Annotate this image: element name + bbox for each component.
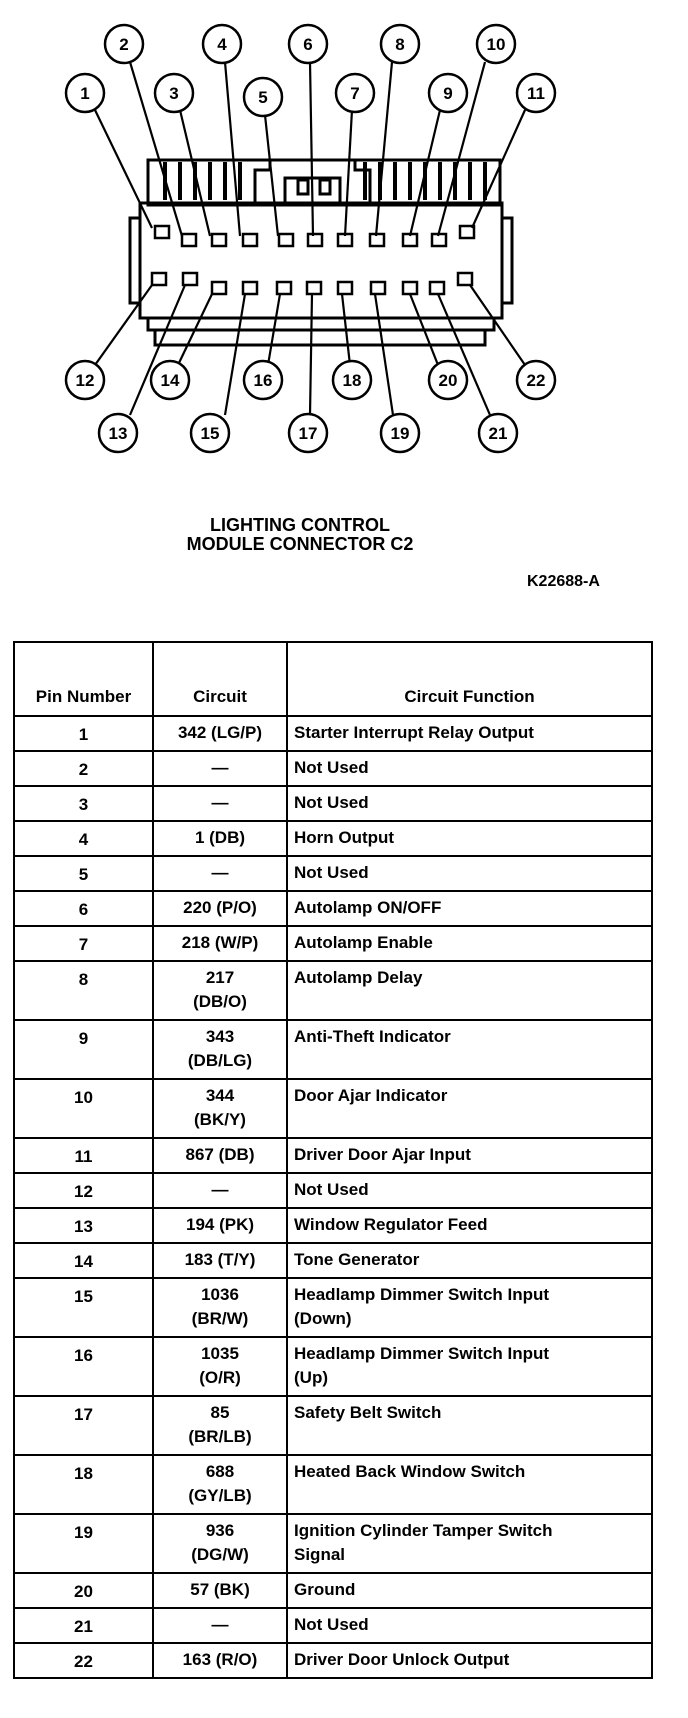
diagram-title-line-1: LIGHTING CONTROL xyxy=(210,515,390,535)
function-line: Headlamp Dimmer Switch Input xyxy=(294,1344,550,1363)
cell-circuit xyxy=(153,1514,287,1573)
function-line: Headlamp Dimmer Switch Input xyxy=(294,1285,550,1304)
pin-callout-4 xyxy=(203,25,241,63)
pin-callout-12 xyxy=(66,361,104,399)
pin-label: 14 xyxy=(160,371,180,390)
pin-callout-1 xyxy=(66,74,104,112)
function-line: Tone Generator xyxy=(294,1250,420,1269)
pin-callout-19 xyxy=(381,414,419,452)
pin-callout-2 xyxy=(105,25,143,63)
cell-circuit xyxy=(153,1455,287,1514)
circuit-line: 688 xyxy=(205,1462,235,1481)
cell-circuit xyxy=(153,891,287,926)
table-row xyxy=(14,786,652,821)
pin-callout-10 xyxy=(477,25,515,63)
cell-pin-number: 3 xyxy=(14,786,153,821)
table-row xyxy=(14,891,652,926)
function-line: Autolamp Enable xyxy=(294,933,433,952)
pin-callout-11 xyxy=(517,74,555,112)
cell-circuit-function xyxy=(287,1208,652,1243)
circuit-line: (BK/Y) xyxy=(194,1110,246,1129)
cell-circuit xyxy=(153,786,287,821)
cell-circuit xyxy=(153,1079,287,1138)
circuit-line: — xyxy=(211,793,229,812)
pin-label: 17 xyxy=(298,424,318,443)
cell-pin-number: 8 xyxy=(14,961,153,1020)
circuit-line: 936 xyxy=(205,1521,235,1540)
circuit-line: 1035 xyxy=(201,1344,239,1363)
cell-pin-number: 9 xyxy=(14,1020,153,1079)
circuit-line: 183 (T/Y) xyxy=(184,1250,256,1269)
pin-callout-20 xyxy=(429,361,467,399)
pin-callout-3 xyxy=(155,74,193,112)
cell-circuit xyxy=(153,1396,287,1455)
cell-circuit xyxy=(153,716,287,751)
cell-circuit xyxy=(153,1173,287,1208)
cell-circuit-function xyxy=(287,1020,652,1079)
table-row xyxy=(14,1278,652,1337)
pin-callout-18 xyxy=(333,361,371,399)
figure-reference: K22688-A xyxy=(527,573,600,590)
header-pin-number: Pin Number xyxy=(14,642,153,716)
pin-label: 5 xyxy=(258,88,268,107)
function-line: Window Regulator Feed xyxy=(294,1215,488,1234)
pin-callout-14 xyxy=(151,361,189,399)
cell-pin-number: 6 xyxy=(14,891,153,926)
circuit-line: (BR/W) xyxy=(191,1309,249,1328)
table-row xyxy=(14,1643,652,1678)
table-row xyxy=(14,1020,652,1079)
cell-circuit-function xyxy=(287,1573,652,1608)
table-row xyxy=(14,1573,652,1608)
pin-callout-15 xyxy=(191,414,229,452)
cell-circuit-function xyxy=(287,891,652,926)
cell-pin-number: 20 xyxy=(14,1573,153,1608)
circuit-line: 217 xyxy=(205,968,235,987)
circuit-line: — xyxy=(211,1180,229,1199)
table-row xyxy=(14,1608,652,1643)
cell-circuit-function xyxy=(287,1173,652,1208)
diagram-title-line-2: MODULE CONNECTOR C2 xyxy=(186,534,414,554)
circuit-line: 343 xyxy=(205,1027,235,1046)
cell-circuit-function xyxy=(287,1138,652,1173)
connector-body xyxy=(130,160,512,345)
cell-pin-number: 15 xyxy=(14,1278,153,1337)
connector-diagram xyxy=(0,0,688,560)
circuit-line: — xyxy=(211,758,229,777)
cell-circuit-function xyxy=(287,926,652,961)
circuit-line: 342 (LG/P) xyxy=(177,723,263,742)
cell-circuit-function xyxy=(287,821,652,856)
pin-label: 16 xyxy=(253,371,273,390)
pin-table-body xyxy=(14,716,652,1678)
pin-label: 10 xyxy=(486,35,506,54)
pin-table xyxy=(13,641,653,1679)
pin-cavities xyxy=(152,226,474,294)
function-line: Not Used xyxy=(294,1615,369,1634)
cell-circuit xyxy=(153,961,287,1020)
cell-pin-number: 18 xyxy=(14,1455,153,1514)
circuit-line: 85 xyxy=(210,1403,230,1422)
cell-circuit-function xyxy=(287,1243,652,1278)
pin-label: 20 xyxy=(438,371,458,390)
cell-pin-number: 7 xyxy=(14,926,153,961)
table-row xyxy=(14,856,652,891)
circuit-line: — xyxy=(211,863,229,882)
function-line: Driver Door Unlock Output xyxy=(294,1650,510,1669)
circuit-line: 163 (R/O) xyxy=(182,1650,258,1669)
cell-pin-number: 13 xyxy=(14,1208,153,1243)
table-row xyxy=(14,1243,652,1278)
circuit-line: 57 (BK) xyxy=(190,1580,250,1599)
function-line: Not Used xyxy=(294,863,369,882)
pin-label: 7 xyxy=(350,84,360,103)
cell-circuit-function xyxy=(287,786,652,821)
pin-callout-17 xyxy=(289,414,327,452)
function-line: Autolamp Delay xyxy=(294,968,423,987)
cell-pin-number: 19 xyxy=(14,1514,153,1573)
table-row xyxy=(14,716,652,751)
cell-pin-number: 5 xyxy=(14,856,153,891)
cell-circuit xyxy=(153,751,287,786)
pin-label: 11 xyxy=(527,84,545,103)
pin-label: 22 xyxy=(526,371,546,390)
cell-circuit-function xyxy=(287,1278,652,1337)
pin-callout-16 xyxy=(244,361,282,399)
header-circuit-function: Circuit Function xyxy=(287,642,652,716)
circuit-line: 194 (PK) xyxy=(185,1215,255,1234)
pin-label: 19 xyxy=(390,424,410,443)
cell-circuit-function xyxy=(287,1079,652,1138)
table-row xyxy=(14,1337,652,1396)
cell-pin-number: 12 xyxy=(14,1173,153,1208)
function-line: (Down) xyxy=(294,1309,352,1328)
cell-circuit xyxy=(153,821,287,856)
cell-circuit xyxy=(153,1643,287,1678)
circuit-line: (DG/W) xyxy=(191,1545,249,1564)
pin-callout-22 xyxy=(517,361,555,399)
cell-circuit-function xyxy=(287,1643,652,1678)
cell-circuit-function xyxy=(287,961,652,1020)
pin-label: 9 xyxy=(443,84,453,103)
table-row xyxy=(14,1208,652,1243)
table-row xyxy=(14,1514,652,1573)
cell-circuit xyxy=(153,1243,287,1278)
circuit-line: (DB/LG) xyxy=(187,1051,253,1070)
cell-circuit xyxy=(153,1138,287,1173)
cell-circuit xyxy=(153,926,287,961)
pin-callout-9 xyxy=(429,74,467,112)
cell-circuit xyxy=(153,1208,287,1243)
circuit-line: 220 (P/O) xyxy=(183,898,257,917)
function-line: Signal xyxy=(294,1545,346,1564)
cell-circuit-function xyxy=(287,751,652,786)
table-row xyxy=(14,1173,652,1208)
function-line: Starter Interrupt Relay Output xyxy=(294,723,534,742)
cell-pin-number: 22 xyxy=(14,1643,153,1678)
cell-circuit xyxy=(153,1573,287,1608)
pin-callout-6 xyxy=(289,25,327,63)
cell-circuit xyxy=(153,1608,287,1643)
function-line: Autolamp ON/OFF xyxy=(294,898,442,917)
circuit-line: 218 (W/P) xyxy=(181,933,259,952)
cell-pin-number: 1 xyxy=(14,716,153,751)
table-row xyxy=(14,751,652,786)
cell-pin-number: 10 xyxy=(14,1079,153,1138)
table-header-row xyxy=(14,642,652,716)
pin-callout-5 xyxy=(244,78,282,116)
cell-pin-number: 16 xyxy=(14,1337,153,1396)
function-line: Door Ajar Indicator xyxy=(294,1086,448,1105)
cell-circuit xyxy=(153,1278,287,1337)
pin-label: 18 xyxy=(342,371,362,390)
circuit-line: (DB/O) xyxy=(193,992,247,1011)
pin-label: 8 xyxy=(395,35,405,54)
circuit-line: 1 (DB) xyxy=(194,828,246,847)
pin-label: 12 xyxy=(75,371,95,390)
cell-circuit-function xyxy=(287,1608,652,1643)
cell-circuit-function xyxy=(287,1337,652,1396)
function-line: (Up) xyxy=(294,1368,328,1387)
pin-callout-8 xyxy=(381,25,419,63)
cell-pin-number: 2 xyxy=(14,751,153,786)
cell-circuit xyxy=(153,1337,287,1396)
table-row xyxy=(14,1396,652,1455)
pin-label: 15 xyxy=(200,424,220,443)
pin-label: 21 xyxy=(488,424,508,443)
pin-label: 3 xyxy=(169,84,179,103)
circuit-line: (GY/LB) xyxy=(188,1486,252,1505)
table-row xyxy=(14,1138,652,1173)
circuit-line: 867 (DB) xyxy=(185,1145,255,1164)
cell-circuit-function xyxy=(287,1455,652,1514)
cell-pin-number: 14 xyxy=(14,1243,153,1278)
function-line: Not Used xyxy=(294,1180,369,1199)
circuit-line: 344 xyxy=(205,1086,235,1105)
function-line: Not Used xyxy=(294,793,369,812)
pin-callout-7 xyxy=(336,74,374,112)
function-line: Not Used xyxy=(294,758,369,777)
function-line: Heated Back Window Switch xyxy=(294,1462,526,1481)
table-row xyxy=(14,961,652,1020)
cell-pin-number: 11 xyxy=(14,1138,153,1173)
circuit-line: (O/R) xyxy=(199,1368,241,1387)
circuit-line: (BR/LB) xyxy=(188,1427,252,1446)
cell-circuit xyxy=(153,856,287,891)
function-line: Driver Door Ajar Input xyxy=(294,1145,471,1164)
pin-label: 4 xyxy=(217,35,227,54)
function-line: Anti-Theft Indicator xyxy=(294,1027,451,1046)
table-row xyxy=(14,1455,652,1514)
table-row xyxy=(14,821,652,856)
function-line: Ground xyxy=(294,1580,356,1599)
pin-callout-21 xyxy=(479,414,517,452)
pin-label: 2 xyxy=(119,35,129,54)
cell-circuit-function xyxy=(287,856,652,891)
circuit-line: — xyxy=(211,1615,229,1634)
header-circuit: Circuit xyxy=(153,642,287,716)
pin-callout-13 xyxy=(99,414,137,452)
pin-label: 13 xyxy=(108,424,128,443)
pin-label: 1 xyxy=(80,84,90,103)
table-row xyxy=(14,1079,652,1138)
circuit-line: 1036 xyxy=(201,1285,239,1304)
cell-circuit-function xyxy=(287,1396,652,1455)
cell-pin-number: 4 xyxy=(14,821,153,856)
pin-label: 6 xyxy=(303,35,313,54)
table-row xyxy=(14,926,652,961)
cell-circuit-function xyxy=(287,1514,652,1573)
cell-pin-number: 17 xyxy=(14,1396,153,1455)
function-line: Ignition Cylinder Tamper Switch xyxy=(294,1521,553,1540)
cell-circuit xyxy=(153,1020,287,1079)
cell-circuit-function xyxy=(287,716,652,751)
cell-pin-number: 21 xyxy=(14,1608,153,1643)
function-line: Horn Output xyxy=(294,828,395,847)
function-line: Safety Belt Switch xyxy=(294,1403,442,1422)
